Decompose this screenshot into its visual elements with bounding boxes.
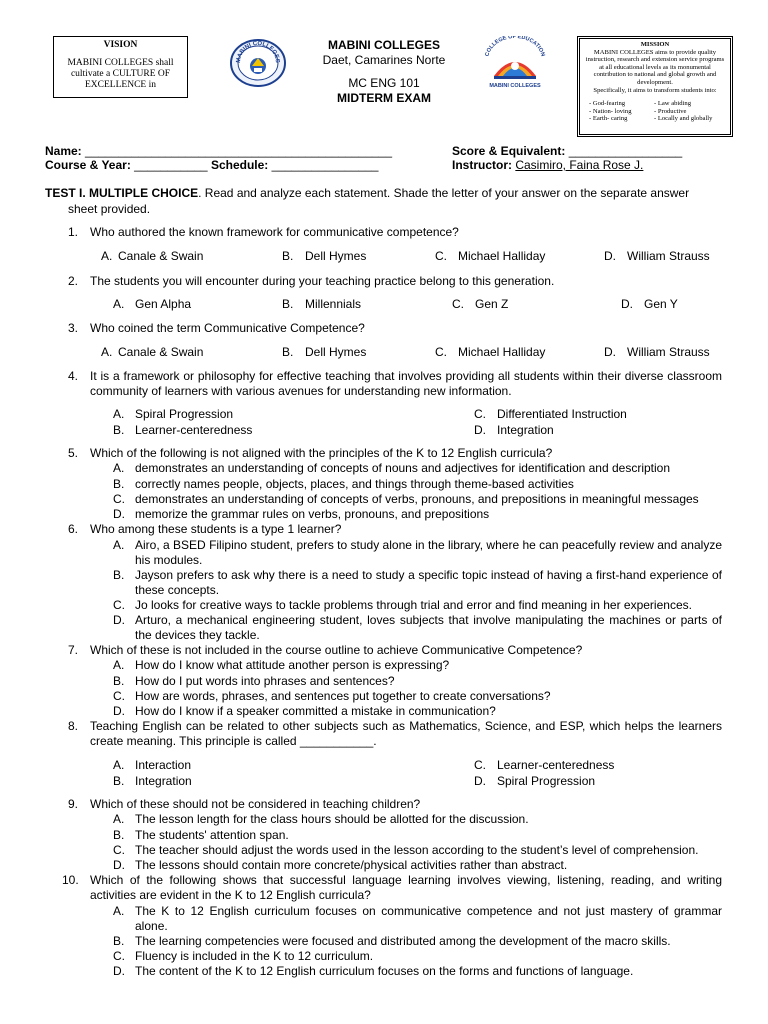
choice-text[interactable]: How are words, phrases, and sentences put together to create conversations? <box>135 689 551 703</box>
choice-text[interactable]: Millennials <box>305 297 362 311</box>
choice-letter[interactable]: C. <box>113 598 125 612</box>
instructor-name: Casimiro, Faina Rose J. <box>515 158 644 172</box>
choice-text[interactable]: Michael Halliday <box>458 345 546 359</box>
choice-letter[interactable]: D. <box>474 774 486 788</box>
choice-text[interactable]: The content of the K to 12 English curriculum focuses on the forms and functions of language. <box>135 964 634 978</box>
question-number: 9. <box>68 797 79 811</box>
choice-letter[interactable]: D. <box>113 613 125 627</box>
mission-value: - Earth- caring <box>589 115 628 123</box>
mission-value: - Law abiding <box>654 100 691 108</box>
choice-text[interactable]: Learner-centeredness <box>135 423 253 437</box>
school-location: Daet, Camarines Norte <box>322 53 446 67</box>
question-text: Which of these should not be considered in teaching children? <box>90 797 421 811</box>
choice-text[interactable]: Differentiated Instruction <box>497 407 627 421</box>
choice-letter[interactable]: B. <box>282 297 294 311</box>
choice-letter[interactable]: A. <box>113 658 125 672</box>
course-schedule-field[interactable] <box>45 158 378 173</box>
choice-text[interactable]: Airo, a BSED Filipino student, prefers to study alone in the library, where he can peacefully review and analyze his modules. <box>135 538 722 567</box>
choice-text[interactable]: The lesson length for the class hours should be allotted for the discussion. <box>135 812 529 826</box>
instructor-label: Instructor: <box>452 158 512 172</box>
choice-text[interactable]: Integration <box>497 423 554 437</box>
choice-letter[interactable]: B. <box>282 249 294 263</box>
choice-text[interactable]: Gen Alpha <box>135 297 192 311</box>
test-instructions <box>45 186 689 201</box>
choice-letter[interactable]: D. <box>474 423 486 437</box>
name-blank[interactable]: ______________________________________________ <box>85 144 393 158</box>
choice-text[interactable]: Dell Hymes <box>305 345 367 359</box>
choice-letter[interactable]: C. <box>474 407 486 421</box>
choice-letter[interactable]: B. <box>282 345 294 359</box>
choice-text[interactable]: Arturo, a mechanical engineering student, loves subjects that involve manipulating the machines or parts of the devices they tackle. <box>135 613 722 642</box>
choice-text[interactable]: Integration <box>135 774 192 788</box>
question-number: 2. <box>68 274 79 288</box>
choice-letter[interactable]: A. <box>113 812 125 826</box>
question-number: 6. <box>68 522 79 536</box>
name-field[interactable] <box>45 144 392 159</box>
choice-letter[interactable]: B. <box>113 828 125 842</box>
choice-letter[interactable]: C. <box>113 492 125 506</box>
choice-text[interactable]: Gen Z <box>475 297 509 311</box>
choice-letter[interactable]: B. <box>113 477 125 491</box>
question-number: 3. <box>68 321 79 335</box>
choice-text[interactable]: Fluency is included in the K to 12 curriculum. <box>135 949 374 963</box>
choice-letter[interactable]: C. <box>113 689 125 703</box>
instructor-field <box>452 158 643 173</box>
choice-text[interactable]: Gen Y <box>644 297 678 311</box>
choice-letter[interactable]: C. <box>113 949 125 963</box>
choice-text[interactable]: Jo looks for creative ways to tackle problems through trial and error and find meaning in her experiences. <box>135 598 692 612</box>
choice-letter[interactable]: C. <box>452 297 464 311</box>
question-number: 7. <box>68 643 79 657</box>
score-label: Score & Equivalent: <box>452 144 566 158</box>
svg-text:COLLEGE OF EDUCATION: COLLEGE OF EDUCATION <box>484 36 546 58</box>
choice-text[interactable]: Jayson prefers to ask why there is a need to study a specific topic instead of having a first-hand experience of these concepts. <box>135 568 722 597</box>
choice-text[interactable]: How do I know what attitude another person is expressing? <box>135 658 450 672</box>
mission-lead: Specifically, it aims to transform students into: <box>593 86 717 94</box>
choice-text[interactable]: correctly names people, objects, places, and things through theme-based activities <box>135 477 574 491</box>
choice-text[interactable]: The lessons should contain more concrete/physical activities rather than abstract. <box>135 858 568 872</box>
choice-letter[interactable]: A. <box>113 538 125 552</box>
mission-value: - God-fearing <box>589 100 626 108</box>
mission-value: - Productive <box>654 107 687 115</box>
choice-text[interactable]: William Strauss <box>627 345 710 359</box>
vision-box <box>53 36 188 98</box>
test-instruction-line-2: sheet provided. <box>68 202 151 216</box>
mabini-colleges-seal-logo <box>228 38 288 88</box>
choice-letter[interactable]: D. <box>113 704 125 718</box>
choice-text[interactable]: Michael Halliday <box>458 249 546 263</box>
mission-text: MABINI COLLEGES aims to provide quality instruction, research and extension service programs at all educational levels as its monumental contribution to national and global growth and development. <box>585 48 725 86</box>
choice-text[interactable]: Dell Hymes <box>305 249 367 263</box>
choice-letter[interactable]: B. <box>113 774 125 788</box>
choice-letter[interactable]: B. <box>113 568 125 582</box>
choice-text[interactable]: Canale & Swain <box>118 249 204 263</box>
question-number: 1. <box>68 225 79 239</box>
school-name: MABINI COLLEGES <box>327 38 440 52</box>
choice-letter[interactable]: B. <box>113 423 125 437</box>
college-of-education-logo <box>480 36 550 90</box>
choice-letter[interactable]: D. <box>604 345 616 359</box>
choice-letter[interactable]: C. <box>113 843 125 857</box>
test-title: TEST I. MULTIPLE CHOICE <box>45 186 199 200</box>
choice-text[interactable]: memorize the grammar rules on verbs, pronouns, and prepositions <box>135 507 490 521</box>
choice-letter[interactable]: A. <box>113 758 125 772</box>
question-text: Which of these is not included in the course outline to achieve Communicative Competence? <box>90 643 583 657</box>
schedule-label: Schedule: <box>210 158 269 172</box>
choice-letter[interactable]: B. <box>113 934 125 948</box>
mission-value: - Nation- loving <box>589 107 632 115</box>
choice-text[interactable]: demonstrates an understanding of concepts of nouns and adjectives for identification and description <box>135 461 671 475</box>
question-text: Teaching English can be related to other subjects such as Mathematics, Science, and ESP, which helps the learners create meaning. This principle is called ___________. <box>90 719 722 748</box>
question-text: Who coined the term Communicative Competence? <box>90 321 365 335</box>
choice-text[interactable]: The students' attention span. <box>135 828 289 842</box>
mission-value: - Locally and globally <box>654 115 713 123</box>
question-number: 8. <box>68 719 79 733</box>
choice-text[interactable]: William Strauss <box>627 249 710 263</box>
choice-text[interactable]: Spiral Progression <box>497 774 596 788</box>
test-instruction-line: . Read and analyze each statement. Shade the letter of your answer on the separate answer <box>198 186 690 200</box>
question-number: 5. <box>68 446 79 460</box>
name-label: Name: <box>45 144 82 158</box>
question-text: Which of the following is not aligned with the principles of the K to 12 English curricula? <box>90 446 553 460</box>
choice-letter[interactable]: A. <box>113 904 125 918</box>
choice-text[interactable]: demonstrates an understanding of concepts of verbs, pronouns, and prepositions in meaningful messages <box>135 492 699 506</box>
svg-text:MABINI COLLEGES: MABINI COLLEGES <box>235 40 281 64</box>
choice-letter[interactable]: A. <box>101 249 113 263</box>
score-blank[interactable]: _________________ <box>568 144 683 158</box>
question-number: 10. <box>62 873 79 887</box>
choice-text[interactable]: The teacher should adjust the words used in the lesson according to the student’s level of comprehension. <box>135 843 699 857</box>
choice-letter[interactable]: D. <box>113 507 125 521</box>
svg-text:MABINI COLLEGES: MABINI COLLEGES <box>489 83 541 89</box>
question-text: Which of the following shows that successful language learning involves viewing, listening, reading, and writing activities are evident in the K to 12 English curricula? <box>90 873 722 902</box>
choice-letter[interactable]: C. <box>474 758 486 772</box>
school-header <box>300 38 468 105</box>
question-text: Who among these students is a type 1 learner? <box>90 522 342 536</box>
choice-letter[interactable]: C. <box>435 345 447 359</box>
choice-letter[interactable]: A. <box>113 461 125 475</box>
choice-letter[interactable]: B. <box>113 674 125 688</box>
choice-letter[interactable]: A. <box>101 345 113 359</box>
choice-text[interactable]: Spiral Progression <box>135 407 234 421</box>
vision-title: VISION <box>103 40 138 50</box>
choice-letter[interactable]: C. <box>435 249 447 263</box>
choice-text[interactable]: Learner-centeredness <box>497 758 615 772</box>
choice-letter[interactable]: D. <box>621 297 633 311</box>
schedule-blank[interactable]: ________________ <box>271 158 379 172</box>
question-text: It is a framework or philosophy for effective teaching that involves providing all students within their diverse classroom community of learners with various avenues for understanding new information. <box>90 369 722 398</box>
question-number: 4. <box>68 369 79 383</box>
choice-letter[interactable]: A. <box>113 407 125 421</box>
choice-letter[interactable]: D. <box>604 249 616 263</box>
choice-text[interactable]: Canale & Swain <box>118 345 204 359</box>
mission-box <box>577 36 733 137</box>
mission-title: MISSION <box>640 41 670 48</box>
choice-text[interactable]: How do I know if a speaker committed a mistake in communication? <box>135 704 496 718</box>
choice-text[interactable]: The learning competencies were focused and distributed among the development of the macro skills. <box>135 934 671 948</box>
course-blank[interactable]: ___________ <box>134 158 208 172</box>
course-code: MC ENG 101 <box>348 76 420 90</box>
exam-title: MIDTERM EXAM <box>337 91 431 105</box>
question-text: The students you will encounter during your teaching practice belong to this generation. <box>90 274 555 288</box>
choice-text[interactable]: The K to 12 English curriculum focuses on communicative competence and not just mastery of grammar alone. <box>135 904 722 933</box>
question-text: Who authored the known framework for communicative competence? <box>90 225 459 239</box>
choice-text[interactable]: Interaction <box>135 758 192 772</box>
course-label: Course & Year: <box>45 158 131 172</box>
choice-letter[interactable]: D. <box>113 964 125 978</box>
score-field[interactable] <box>452 144 682 159</box>
vision-text: MABINI COLLEGES shall cultivate a CULTURE OF EXCELLENCE in <box>67 58 174 90</box>
choice-letter[interactable]: A. <box>113 297 125 311</box>
choice-letter[interactable]: D. <box>113 858 125 872</box>
choice-text[interactable]: How do I put words into phrases and sentences? <box>135 674 395 688</box>
